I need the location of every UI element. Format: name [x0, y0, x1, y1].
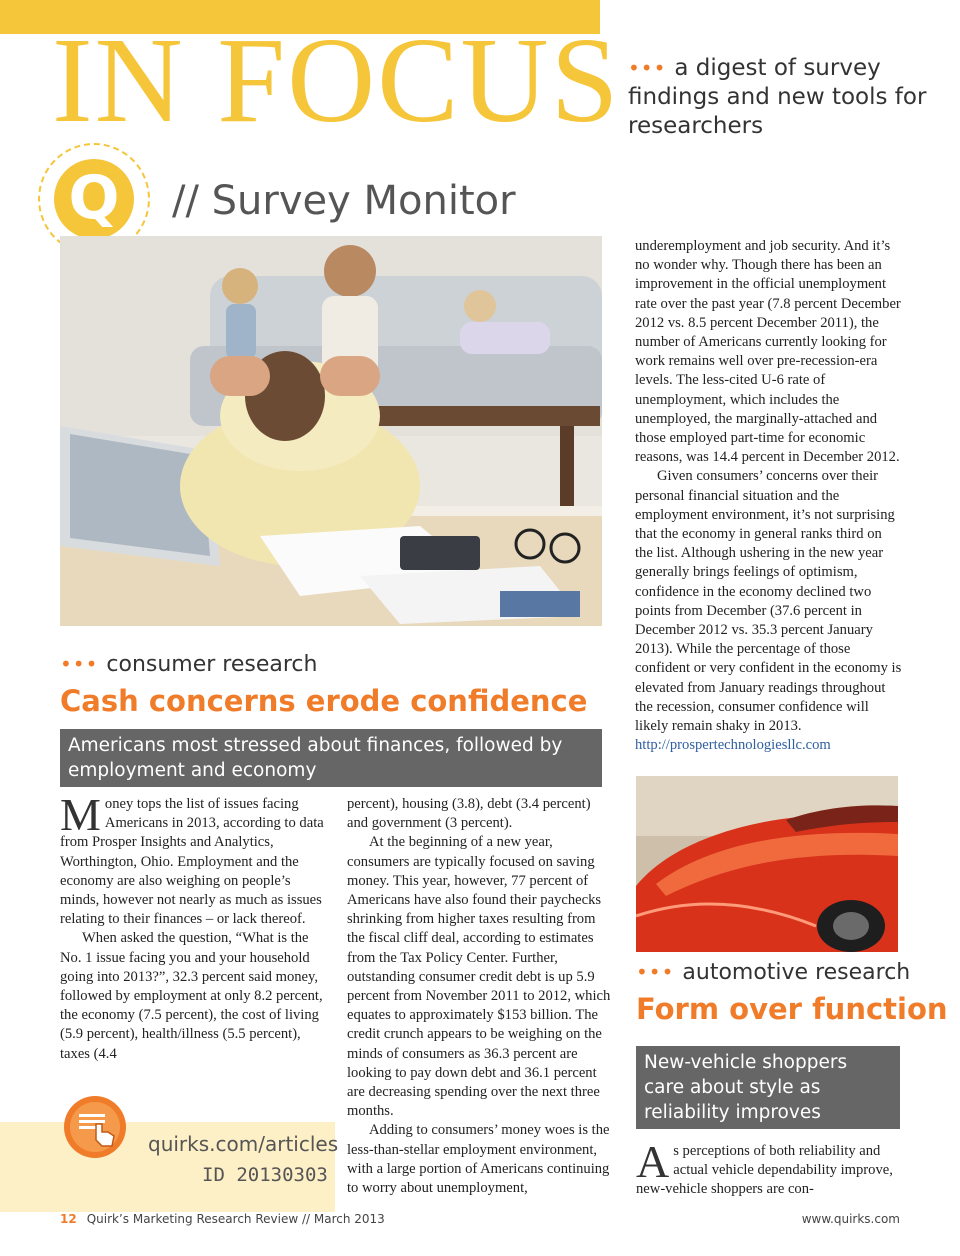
footer-left	[60, 1212, 385, 1226]
page-title: IN FOCUS	[52, 13, 621, 148]
paragraph: percent), housing (3.8), debt (3.4 percent) and government (3 percent).	[347, 796, 591, 832]
category-automotive-research	[636, 960, 910, 985]
category-label: automotive research	[682, 960, 911, 985]
article-col-2	[347, 795, 613, 1198]
tagline	[628, 54, 938, 141]
paragraph: s perceptions of both reliability and actual vehicle dependability improve, new-vehicle shoppers are con-	[636, 1143, 893, 1198]
article-col-1	[60, 789, 324, 1064]
paragraph: oney tops the list of issues facing Americans in 2013, according to data from Prosper Insights and Analytics, Worthington, Ohio. Employment and the economy are also weighing on people’s minds, however not nearly as much as issues relating to their finances – or lack thereof.	[60, 796, 324, 928]
stressed-man-photo	[60, 236, 602, 626]
dropcap: A	[636, 1136, 670, 1187]
article-2-body	[636, 1136, 902, 1200]
red-car-photo	[636, 776, 898, 952]
quirks-articles-link[interactable]: quirks.com/articles	[148, 1132, 339, 1156]
paragraph: underemployment and job security. And it’s no wonder why. Though there has been an improvement in the official unemployment rate over the past year (7.8 percent December 2012 vs. 8.5 percent December 2011), the number of Americans currently looking for work remains well over pre-recession-era levels. The less-cited U-6 rate of unemployment, which includes the unemployed, the marginally-attached and those employed part-time for economic reasons, was 14.4 percent in December 2012.	[635, 238, 901, 466]
tagline-text: a digest of survey findings and new tools for researchers	[628, 55, 927, 139]
category-label: consumer research	[106, 652, 318, 677]
paragraph: Adding to consumers’ money woes is the less-than-stellar employment environment, with a large portion of Americans continuing to worry about unemployment,	[347, 1122, 610, 1197]
category-dots-icon: •••	[636, 960, 675, 984]
article-headline: Form over function	[636, 992, 948, 1026]
paragraph: When asked the question, “What is the No. 1 issue facing you and your household going into 2013?”, 32.3 percent said money, followed by employment at only 8.2 percent, the economy (7.5 percent), the cost of living (5.9 percent), health/illness (5.5 percent), taxes (4.4	[60, 930, 323, 1062]
page-number: 12	[60, 1212, 77, 1226]
footer-website[interactable]: www.quirks.com	[801, 1212, 900, 1226]
q-letter: Q	[54, 159, 134, 239]
article-subhead: New-vehicle shoppers care about style as reliability improves	[636, 1046, 900, 1129]
paragraph: Given consumers’ concerns over their personal financial situation and the employment environment, it’s not surprising that the economy in general ranks third on the list. Although ushering in the new year generally brings feelings of optimism, confidence in the economy declined two points from December (37.6 percent in December 2012 vs. 35.3 percent January 2013). While the percentage of those confident or very confident in the economy is elevated from January readings throughout the recession, consumer confidence will likely remain shaky in 2013.	[635, 468, 902, 735]
dropcap: M	[60, 789, 101, 840]
article-headline: Cash concerns erode confidence	[60, 684, 588, 718]
publication-name: Quirk’s Marketing Research Review // March 2013	[86, 1212, 385, 1226]
category-consumer-research	[60, 652, 317, 677]
tagline-dots-icon: •••	[628, 56, 667, 80]
section-title: // Survey Monitor	[172, 178, 516, 224]
pointing-hand-icon[interactable]	[62, 1094, 128, 1160]
source-link[interactable]: http://prospertechnologiesllc.com	[635, 737, 831, 754]
paragraph: At the beginning of a new year, consumers are typically focused on saving money. This year, however, 77 percent of Americans have also found their paychecks shrinking from higher taxes resulting from the fiscal cliff deal, according to estimates from the Tax Policy Center. Further, outstanding consumer credit debt is up 5.9 percent from November 2011 to 2012, which equates to approximately $153 billion. The credit crunch appears to be weighing on the minds of consumers as 36.3 percent are looking to pay down debt and 36.1 percent are decreasing spending over the next three months.	[347, 834, 611, 1120]
article-id: ID 20130303	[202, 1164, 328, 1186]
category-dots-icon: •••	[60, 652, 99, 676]
article-subhead: Americans most stressed about finances, followed by employment and economy	[60, 729, 602, 787]
article-col-3	[635, 237, 903, 755]
